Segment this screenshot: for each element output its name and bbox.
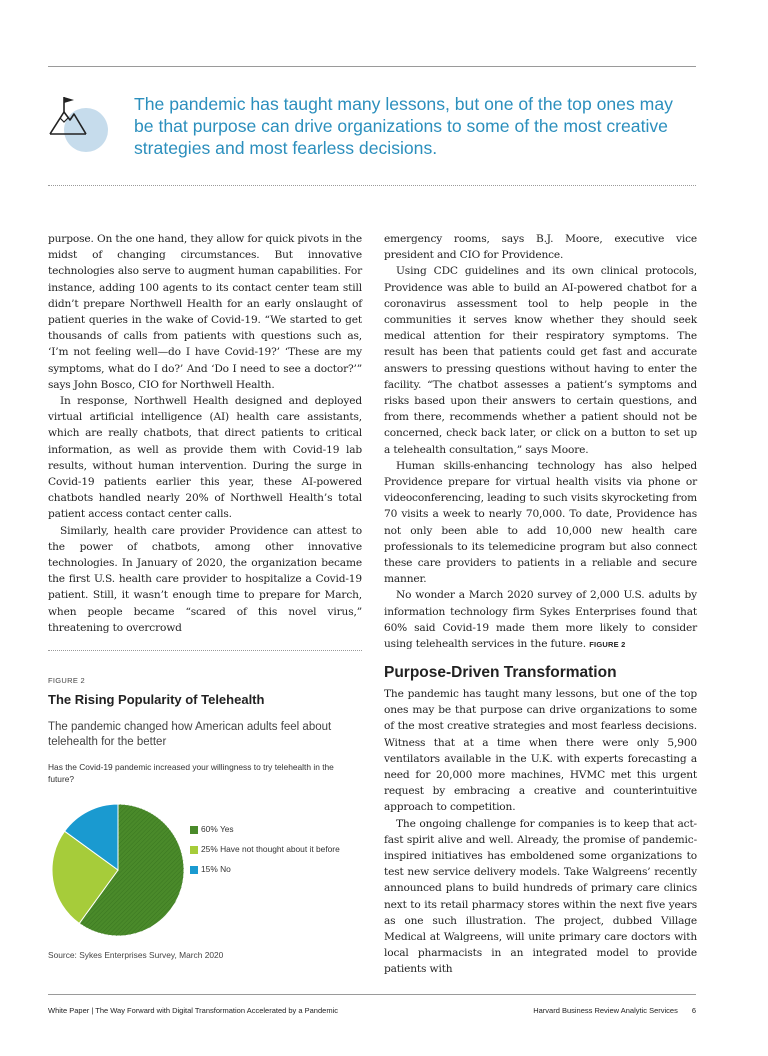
legend-swatch	[190, 866, 198, 874]
legend-percent: 60%	[201, 824, 218, 834]
left-column	[48, 231, 362, 636]
legend-percent: 25%	[201, 844, 218, 854]
paragraph: Using CDC guidelines and its own clinical protocols, Providence was able to build an AI-powered chatbot for a coronavirus assessment tool to help people in the communities it serves know whether they should seek medical attention for their respiratory symptoms. The result has been that patients could get fast and accurate answers to pressing questions without having to enter the facility. “The chatbot assesses a patient’s symptoms and risks based upon their answers to certain questions, and from there, recommends whether a patient should not be concerned, check back later, or click on a button to set up a telehealth consultation,” says Moore.	[384, 265, 697, 456]
legend-label: Have not thought about it before	[220, 844, 340, 854]
legend-swatch	[190, 846, 198, 854]
paragraph: In response, Northwell Health designed and deployed virtual artificial intelligence (AI) health care assistants, which are really chatbots, that direct patients to critical information, as well as provide them with Covid-19 lab results, without human intervention. During the surge in Covid-19 patients earlier this year, these AI-powered chatbots handled nearly 20% of Northwell Health’s total patient access contact center calls.	[48, 395, 362, 521]
legend-item-no	[190, 864, 362, 882]
paragraph: purpose. On the one hand, they allow for quick pivots in the midst of changing circumstances. But innovative technologies also serve to augment human capabilities. For instance, adding 100 agents to its contact center team still didn’t prepare Northwell Health for an early onslaught of patient queries in the wake of Covid-19. “We started to get thousands of calls from patients with questions such as, ‘I’m not feeling well—do I have Covid-19?’ ‘These are my symptoms, what do I do?’ And ‘Do I need to see a doctor?’” says John Bosco, CIO for Northwell Health.	[48, 233, 362, 391]
legend-label: Yes	[219, 824, 234, 834]
figure-label: FIGURE 2	[48, 676, 85, 685]
footer-title: White Paper | The Way Forward with Digital Transformation Accelerated by a Pandemic	[48, 1006, 338, 1015]
paragraph: emergency rooms, says B.J. Moore, executive vice president and CIO for Providence.	[384, 233, 697, 262]
legend-item-yes	[190, 824, 362, 842]
section-body	[384, 686, 697, 978]
section-heading: Purpose-Driven Transformation	[384, 664, 617, 681]
figure-title: The Rising Popularity of Telehealth	[48, 692, 265, 707]
legend-swatch	[190, 826, 198, 834]
footer-publisher: Harvard Business Review Analytic Services	[533, 1006, 678, 1015]
legend-label: No	[220, 864, 231, 874]
figure-reference[interactable]: FIGURE 2	[589, 640, 626, 650]
survey-question: Has the Covid-19 pandemic increased your willingness to try telehealth in the future?	[48, 762, 334, 784]
paragraph: Similarly, health care provider Providence can attest to the power of chatbots, among other innovative technologies. In January of 2020, the organization became the first U.S. health care provider to hospitalize a Covid-19 patient. Still, it wasn’t enough time to prepare for March, when people became “scared of this novel virus,” threatening to overcrowd	[48, 524, 362, 634]
top-rule	[48, 66, 696, 67]
paragraph-text: No wonder a March 2020 survey of 2,000 U.S. adults by information technology firm Sykes Enterprises found that 60% said Covid-19 made them more likely to consider using telehealth services in the future.	[384, 589, 697, 651]
mountain-flag-icon	[46, 88, 110, 156]
paragraph-with-figure-ref	[384, 587, 697, 653]
callout-divider	[48, 185, 696, 186]
pull-quote: The pandemic has taught many lessons, but one of the top ones may be that purpose can drive organizations to some of the most creative strategies and most fearless decisions.	[134, 94, 673, 158]
footer-rule	[48, 994, 696, 995]
paragraph: The ongoing challenge for companies is to keep that act-fast spirit alive and well. Already, the promise of pandemic-inspired initiatives has emboldened some organizations to test new service delivery models. Take Walgreens’ recently announced plans to build hundreds of primary care clinics next to its retail pharmacy stores within the next five years as one such illustration. The project, dubbed Village Medical at Walgreens, will unite primary care doctors with local pharmacists in an integrated model to provide patients with	[384, 817, 697, 976]
chart-legend	[190, 824, 362, 884]
page-number: 6	[691, 1006, 696, 1015]
pie-chart	[48, 800, 188, 940]
figure-source: Source: Sykes Enterprises Survey, March 2020	[48, 950, 224, 960]
figure-divider	[48, 650, 362, 651]
legend-percent: 15%	[201, 864, 218, 874]
legend-item-not-thought	[190, 844, 362, 862]
right-column	[384, 231, 697, 653]
paragraph: The pandemic has taught many lessons, but one of the top ones may be that purpose can drive organizations to some of the most creative strategies and most fearless decisions. Witness that at a time when there were only 5,900 ventilators available in the U.K. with experts forecasting a need for 20,000 more machines, HVMC met this urgent request by embracing a creative and counterintuitive approach to competition.	[384, 688, 697, 814]
paragraph: Human skills-enhancing technology has also helped Providence prepare for virtual health visits via phone or videoconferencing, leading to such visits skyrocketing from 70 visits a week to nearly 70,000. To date, Providence has not only been able to add 10,000 new health care professionals to its telemedicine program but also connect these care providers to patients in a reliable and secure manner.	[384, 459, 697, 586]
figure-subtitle: The pandemic changed how American adults feel about telehealth for the better	[48, 721, 332, 748]
